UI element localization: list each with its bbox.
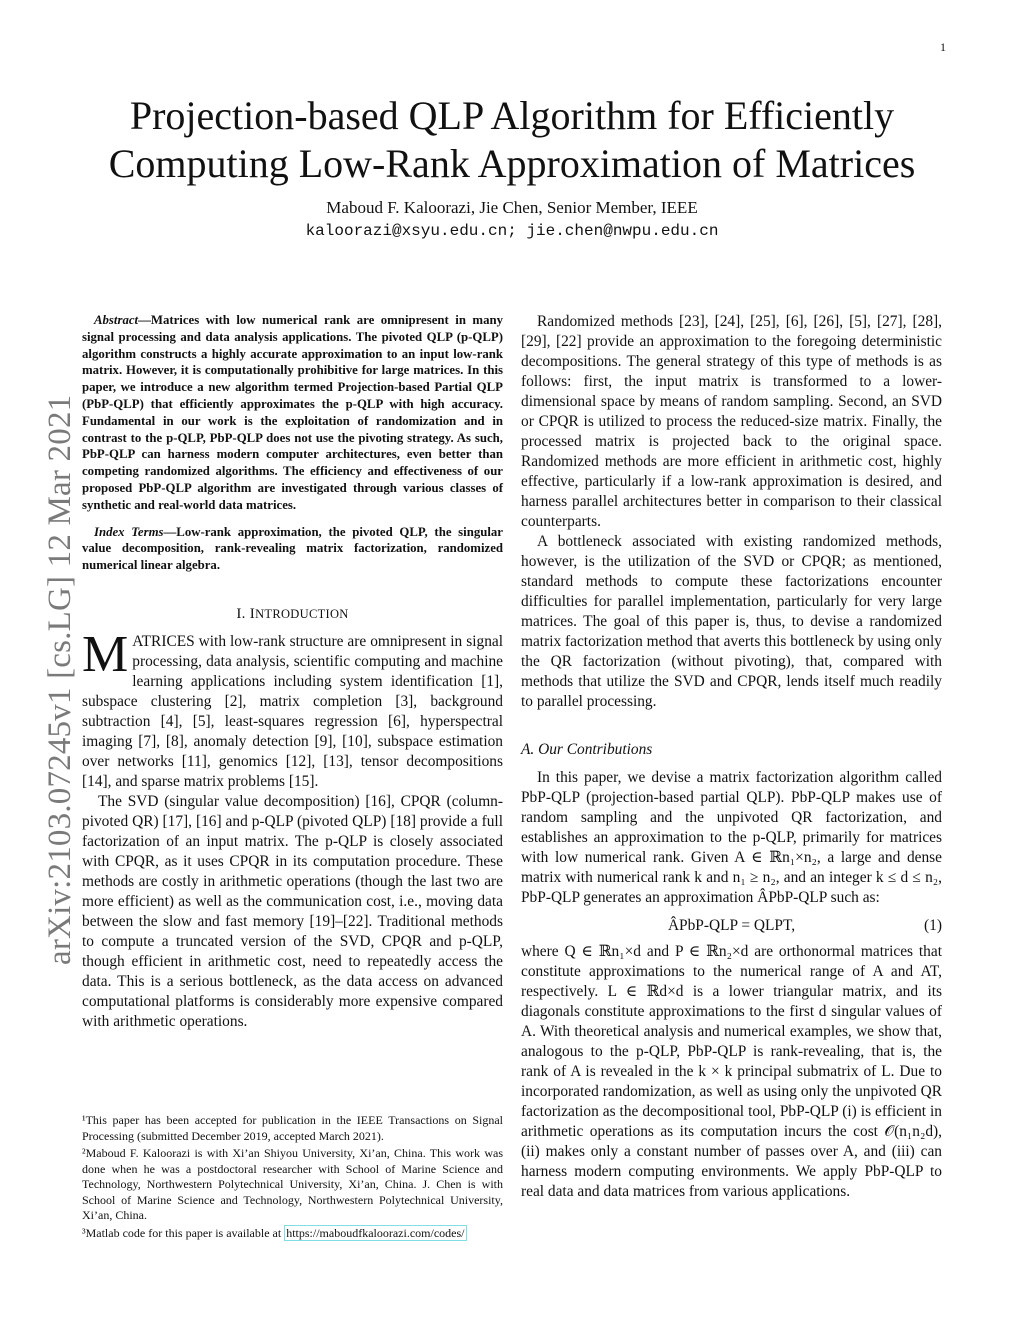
arxiv-stamp: arXiv:2103.07245v1 [cs.LG] 12 Mar 2021 — [42, 394, 78, 965]
left-column — [82, 312, 503, 1032]
equation-1 — [521, 916, 942, 936]
abstract-label: Abstract — [94, 313, 139, 327]
index-terms-label: Index Terms — [94, 524, 164, 539]
code-link[interactable]: https://maboudfkaloorazi.com/codes/ — [286, 1225, 465, 1240]
footnote-2: ²Maboud F. Kaloorazi is with Xi’an Shiyou University, Xi’an, China. This work was done when he was a postdoctoral researcher with School of Marine Science and Technology, Northwestern Polytechnical University, Xi’an, China. J. Chen is with School of Marine Science and Technology, Northwestern Polytechnical University, Xi’an, China. — [82, 1146, 503, 1222]
subsection-heading-contributions: A. Our Contributions — [521, 741, 653, 758]
equation-body: ÂPbP-QLP = QLPT, — [667, 917, 796, 934]
footnote-1: ¹This paper has been accepted for publication in the IEEE Transactions on Signal Processing (submitted December 2019, accepted March 2021). — [82, 1113, 503, 1143]
paper-title — [0, 92, 1024, 188]
index-terms — [82, 524, 503, 574]
intro-paragraph-2: The SVD (singular value decomposition) [16], CPQR (column-pivoted QR) [17], [16] and p-QLP (pivoted QLP) [18] provide a full factorization of an input matrix. The p-QLP is closely associated with CPQR, as it uses CPQR in its computation procedure. These methods are costly in arithmetic operations (though the last two are more efficient) as well as the communication cost, i.e., moving data between the slow and fast memory [19]–[22]. Traditional methods to compute a truncated version of the SVD, CPQR and p-QLP, though efficient in arithmetic cost, need to repeatedly access the data. This is a serious bottleneck, as the data access on advanced computational platforms is considerably more expensive compared with arithmetic operations. — [82, 792, 503, 1030]
author-emails: kaloorazi@xsyu.edu.cn; jie.chen@nwpu.edu.cn — [305, 222, 719, 240]
equation-number: (1) — [924, 917, 942, 934]
abstract — [82, 312, 503, 514]
contributions-paragraph-1: In this paper, we devise a matrix factorization algorithm called PbP-QLP (projection-based partial QLP). PbP-QLP makes use of random sampling and the unpivoted QR factorization, and establishes an approximation to the p-QLP, primarily for matrices with low numerical rank. Given A ∈ ℝn₁×n₂, a large and dense matrix with numerical rank k and n₁ ≥ n₂, and an integer k ≤ d ≤ n₂, PbP-QLP generates an approximation ÂPbP-QLP such as: — [521, 769, 942, 906]
contributions-paragraph-2: where Q ∈ ℝn₁×d and P ∈ ℝn₂×d are orthonormal matrices that constitute approximations to the numerical range of A and AT, respectively. L ∈ ℝd×d is a lower triangular matrix, and its diagonals constitute approximations to the first d singular values of A. With theoretical analysis and numerical examples, we show that, analogous to the p-QLP, PbP-QLP is rank-revealing, that is, the rank of A is revealed in the k × k principal submatrix of L. Due to incorporated randomization, as well as using only the unpivoted QR factorization as the decompositional tool, PbP-QLP (i) is efficient in arithmetic operations as its computation incurs the cost 𝒪(n₁n₂d), (ii) makes only a constant number of passes over A, and (iii) can harness modern computing environments. We apply PbP-QLP to real data and data matrices from various applications. — [521, 943, 942, 1200]
bottleneck-paragraph: A bottleneck associated with existing randomized methods, however, is the utilization of the SVD or CPQR; as mentioned, standard methods to compute these factorizations encounter difficulties for parallel implementation, particularly for very large matrices. The goal of this paper is, thus, to devise a randomized matrix factorization method that averts this bottleneck by using only the QR factorization (without pivoting), that, compared with methods that utilize the SVD and CPQR, lends itself much readily to parallel processing. — [521, 533, 943, 710]
authors: Maboud F. Kaloorazi, Jie Chen, Senior Member, IEEE — [326, 198, 698, 217]
index-terms-text: —Low-rank approximation, the pivoted QLP, the singular value decomposition, rank-revealing matrix factorization, randomized numerical linear algebra. — [82, 524, 503, 573]
right-column — [521, 312, 942, 1202]
title-line-2: Computing Low-Rank Approximation of Matrices — [108, 141, 916, 186]
title-line-1: Projection-based QLP Algorithm for Efficiently — [129, 93, 895, 138]
intro-paragraph-1: MATRICES with low-rank structure are omnipresent in signal processing, data analysis, scientific computing and machine learning applications including system identification [1], subspace clustering [2], matrix completion [3], background subtraction [4], [5], least-squares regression [6], hyperspectral imaging [7], [8], anomaly detection [9], [10], subspace estimation over networks [11], genomics [12], [13], tensor decompositions [14], and sparse matrix problems [15]. — [82, 625, 503, 790]
footnote-3: ³Matlab code for this paper is available at https://maboudfkaloorazi.com/codes/ — [82, 1225, 465, 1240]
page-number: 1 — [940, 40, 946, 54]
section-heading-introduction: I. INTRODUCTION — [236, 605, 349, 622]
randomized-methods-paragraph: Randomized methods [23], [24], [25], [6], [26], [5], [27], [28], [29], [22] provide an approximation to the foregoing deterministic decompositions. The general strategy of this type of methods is as follows: first, the input matrix is transformed to a lower-dimensional space by means of random sampling. Second, an SVD or CPQR is utilized to process the reduced-size matrix. Finally, the processed matrix is projected back to the original space. Randomized methods are more efficient in arithmetic cost, highly effective, particularly if a low-rank approximation is desired, and harness parallel architectures better in comparison to their classical counterparts. — [521, 313, 942, 530]
footnotes — [82, 1113, 503, 1243]
abstract-text: —Matrices with low numerical rank are omnipresent in many signal processing and data analysis applications. The pivoted QLP (p-QLP) algorithm constructs a highly accurate approximation to an input low-rank matrix. However, it is computationally prohibitive for large matrices. In this paper, we introduce a new algorithm termed Projection-based Partial QLP (PbP-QLP) that efficiently approximates the p-QLP with high accuracy. Fundamental in our work is the exploitation of randomization and in contrast to the p-QLP, PbP-QLP does not use the pivoting strategy. As such, PbP-QLP can harness modern computer architectures, even better than competing randomized algorithms. The efficiency and effectiveness of our proposed PbP-QLP algorithm are investigated through various classes of synthetic and real-world data matrices. — [82, 313, 503, 512]
